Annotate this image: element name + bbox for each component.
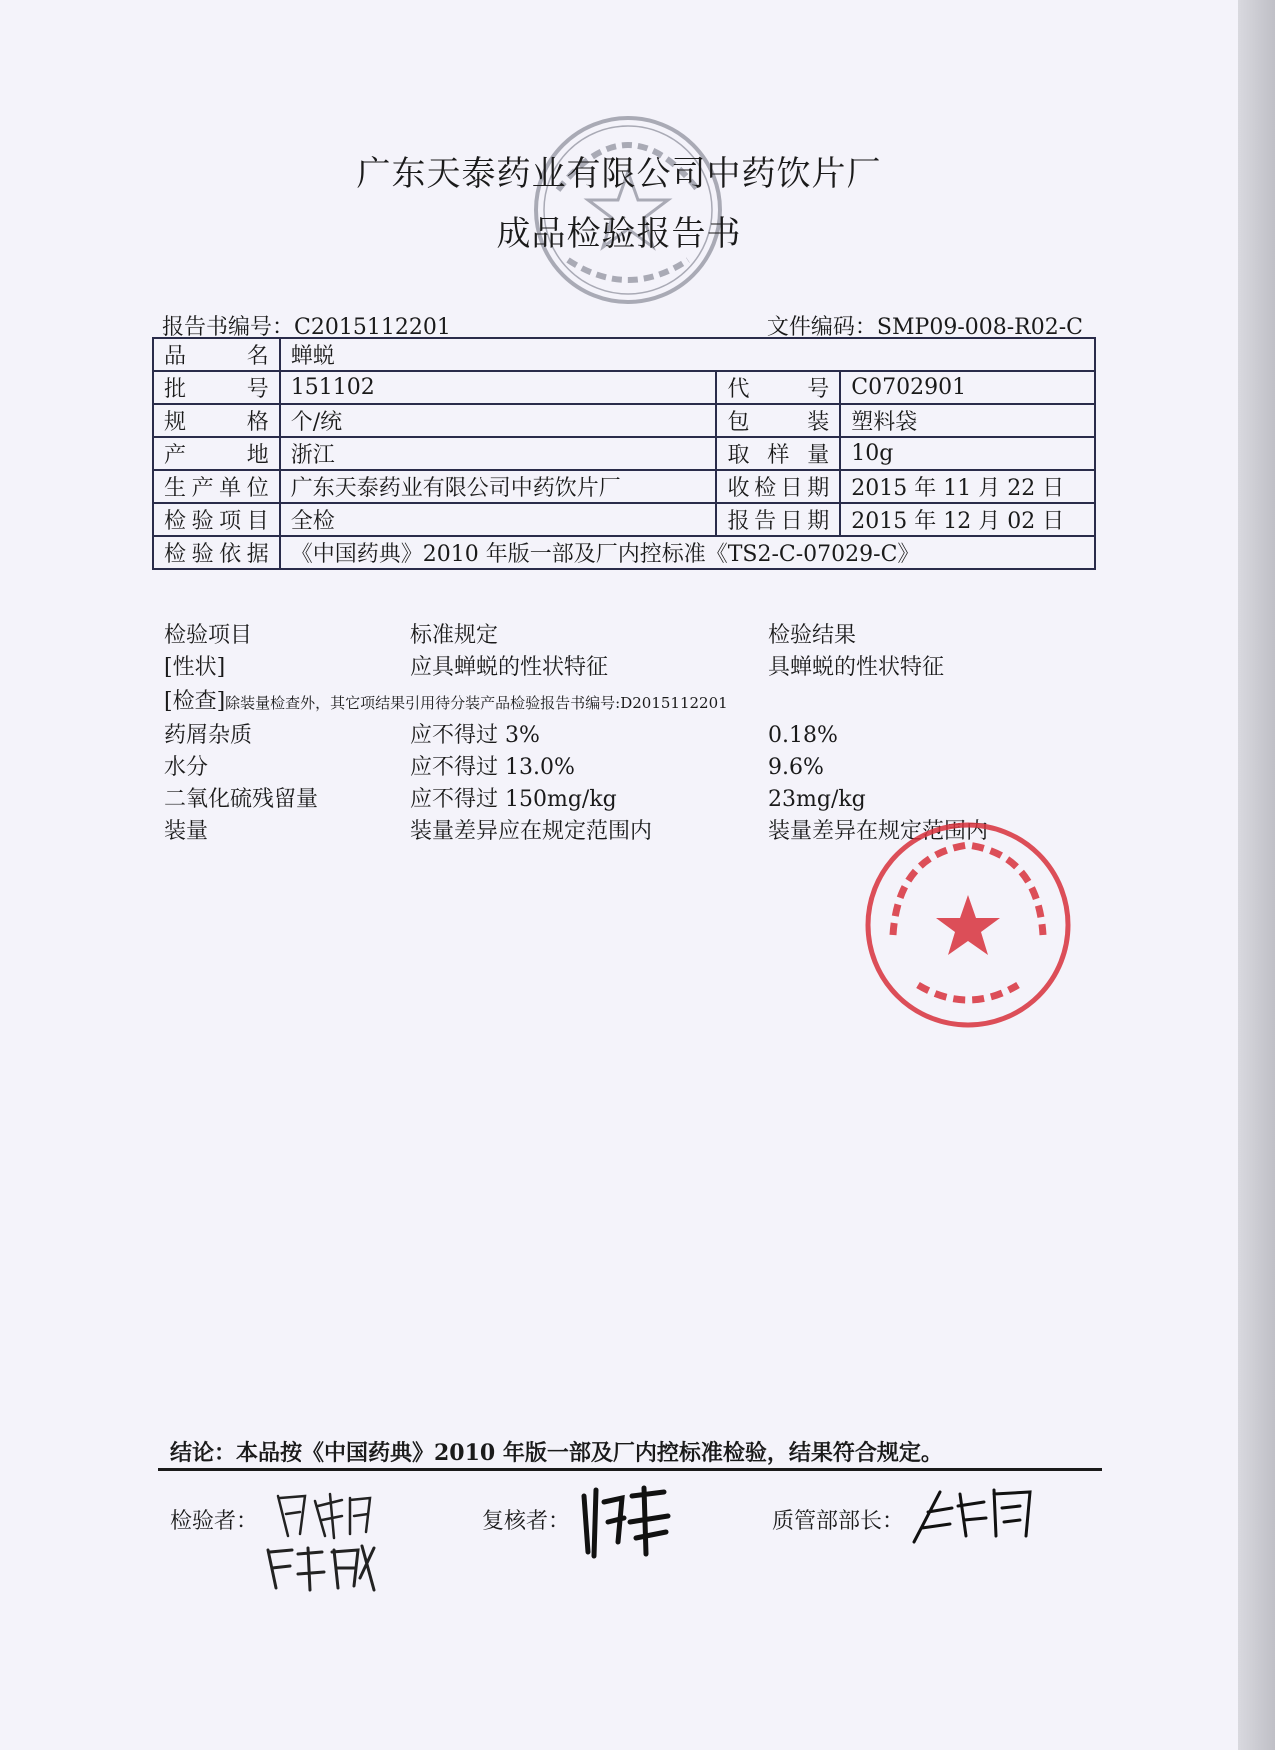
report-date-label: 报告日期 — [716, 503, 840, 536]
batch-label: 批号 — [153, 371, 280, 404]
sample-value: 10g — [840, 437, 1095, 470]
batch-value: 151102 — [280, 371, 717, 404]
document-title: 成品检验报告书 — [496, 214, 742, 254]
origin-value: 浙江 — [280, 437, 717, 470]
table-row — [153, 338, 1095, 371]
code-value: C0702901 — [840, 371, 1095, 404]
quality-dept-seal-stamp — [858, 815, 1078, 1035]
basis-label: 检验依据 — [153, 536, 280, 569]
manufacturer-value: 广东天泰药业有限公司中药饮片厂 — [280, 470, 717, 503]
spec-value: 个/统 — [280, 404, 717, 437]
table-row — [153, 503, 1095, 536]
report-number: 报告书编号：C2015112201 — [162, 315, 451, 340]
spec-label: 规格 — [153, 404, 280, 437]
receive-date-value: 2015 年 11 月 22 日 — [840, 470, 1095, 503]
divider — [158, 1468, 1102, 1471]
reviewer-label: 复核者： — [482, 1509, 571, 1534]
table-row — [153, 536, 1095, 569]
inspector-signature-2 — [262, 1538, 382, 1598]
basis-value: 《中国药典》2010 年版一部及厂内控标准《TS2-C-07029-C》 — [280, 536, 1095, 569]
items-label: 检验项目 — [153, 503, 280, 536]
document-page: 广东天泰药业有限公司中药饮片厂 成品检验报告书 报告书编号：C2015112201 文件编码：SMP09-008-R02-C 品名 蝉蜕 批号 151102 代号 C0702901 规格 个/统 包装 塑料袋 产地 浙江 取样量 10g 生产单位 广东天泰药业有限公司中药饮片厂 收检日期 2015 年 11 月 22 日 检验项目 全检 报告日期 2015 年 12 月 02 日 检验依据 《中国药典》2010 年版一部及厂内控标准《TS2-C-07029-C》 检验项目 标准规定 检验结果 [性状] 应具蝉蜕的性状特征 具蝉蜕的性状特征 [检查]除装量检查外，其它项结果引用待分装产品检验报告书编号:D2015112201 药屑杂质 应不得过 3% 0.18% 水分 应不得过 13.0% 9.6% 二氧化硫残留量 应不得过 150mg/kg 23mg/kg 装量 装量差异应在规定范围内 装量差异在规定范围内 结论：本品按《中国药典》2010 年版一部及厂内控标准检验，结果符合规定。 检验者： 复核者： 质管部部长： — [0, 0, 1238, 1750]
inspector-signature-1 — [270, 1486, 380, 1546]
origin-label: 产地 — [153, 437, 280, 470]
manufacturer-label: 生产单位 — [153, 470, 280, 503]
qa-head-label: 质管部部长： — [772, 1509, 905, 1534]
inspector-label: 检验者： — [170, 1509, 259, 1534]
package-value: 塑料袋 — [840, 404, 1095, 437]
package-label: 包装 — [716, 404, 840, 437]
product-info-table — [152, 337, 1096, 570]
product-value: 蝉蜕 — [280, 338, 1095, 371]
table-row — [153, 404, 1095, 437]
reviewer-signature — [574, 1482, 674, 1562]
table-row — [153, 371, 1095, 404]
conclusion-text: 结论：本品按《中国药典》2010 年版一部及厂内控标准检验，结果符合规定。 — [170, 1440, 943, 1466]
company-title: 广东天泰药业有限公司中药饮片厂 — [356, 154, 882, 194]
file-code: 文件编码：SMP09-008-R02-C — [766, 315, 1083, 340]
scan-edge — [1238, 0, 1275, 1750]
table-row — [153, 470, 1095, 503]
sample-label: 取样量 — [716, 437, 840, 470]
table-row — [153, 437, 1095, 470]
product-label: 品名 — [153, 338, 280, 371]
receive-date-label: 收检日期 — [716, 470, 840, 503]
report-date-value: 2015 年 12 月 02 日 — [840, 503, 1095, 536]
items-value: 全检 — [280, 503, 717, 536]
qa-head-signature — [910, 1484, 1038, 1550]
code-label: 代号 — [716, 371, 840, 404]
